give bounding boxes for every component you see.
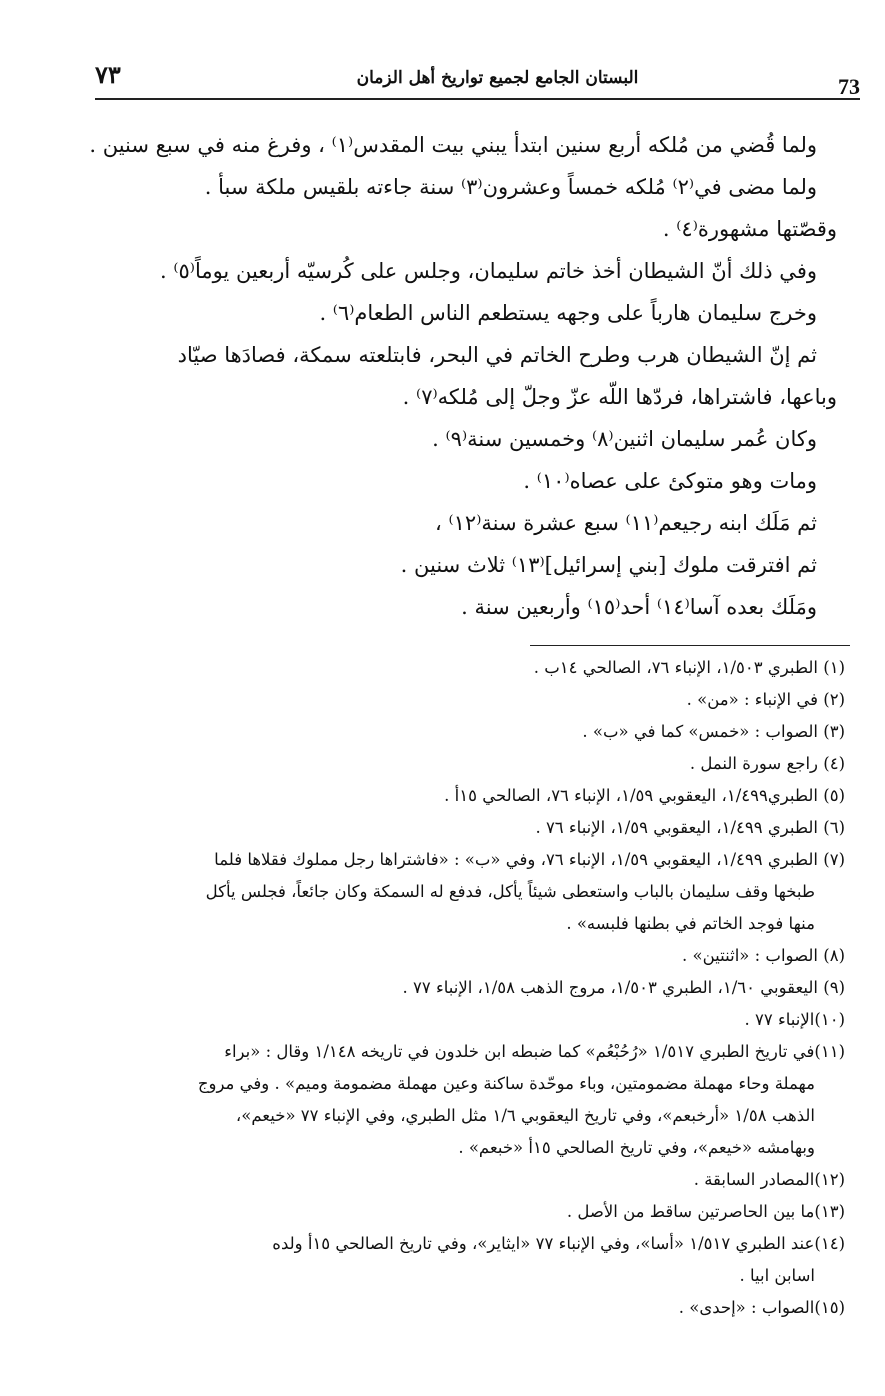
text-line: وباعها، فاشتراها، فردّها اللّه عزّ وجلّ إلى مُلكه⁽٧⁾ . — [402, 385, 837, 409]
footnote-line: (٣) الصواب : «خمس» كما في «ب» . — [582, 722, 845, 741]
footnotes — [68, 652, 845, 1324]
page-header — [95, 52, 860, 100]
text-line: ثم مَلَك ابنه رجيعم⁽١١⁾ سبع عشرة سنة⁽١٢⁾ ، — [435, 511, 817, 535]
page-number-arabic: ٧٣ — [95, 60, 121, 89]
text-line: وقصّتها مشهورة⁽٤⁾ . — [662, 217, 837, 241]
footnote-line: الذهب ١/٥٨ «أرخبعم»، وفي تاريخ اليعقوبي ١/٦ مثل الطبري، وفي الإنباء ٧٧ «خيعم»، — [235, 1106, 815, 1125]
page-number: 73 — [838, 74, 860, 99]
text-line: ثم افترقت ملوك [بني إسرائيل]⁽١٣⁾ ثلاث سنين . — [400, 553, 817, 577]
footnote-line: (٩) اليعقوبي ١/٦٠، الطبري ١/٥٠٣، مروج الذهب ١/٥٨، الإنباء ٧٧ . — [402, 978, 845, 997]
main-text — [89, 124, 837, 628]
footnote-divider — [530, 645, 850, 646]
footnote-line: (١٣)ما بين الحاصرتين ساقط من الأصل . — [566, 1202, 845, 1221]
text-line: ولما قُضي من مُلكه أربع سنين ابتدأ يبني بيت المقدس⁽١⁾ ، وفرغ منه في سبع سنين . — [89, 133, 817, 157]
footnote-line: (١٠)الإنباء ٧٧ . — [744, 1010, 845, 1029]
footnote-line: مهملة وحاء مهملة مضمومتين، وباء موحّدة ساكنة وعين مهملة مضمومة وميم» . وفي مروج — [197, 1074, 815, 1093]
footnote-line: (١١)في تاريخ الطبري ١/٥١٧ «رُحُبْعُم» كما ضبطه ابن خلدون في تاريخه ١/١٤٨ وقال : «براء — [224, 1042, 845, 1061]
text-line: وخرج سليمان هارباً على وجهه يستطعم الناس الطعام⁽٦⁾ . — [319, 301, 817, 325]
footnote-line: (٤) راجع سورة النمل . — [689, 754, 845, 773]
footnote-line: (٢) في الإنباء : «من» . — [686, 690, 845, 709]
footnote-line: (٧) الطبري ١/٤٩٩، اليعقوبي ١/٥٩، الإنباء ٧٦، وفي «ب» : «فاشتراها رجل مملوك فقلاها فلما — [214, 850, 845, 869]
text-line: ولما مضى في⁽٢⁾ مُلكه خمساً وعشرون⁽٣⁾ سنة جاءته بلقيس ملكة سبأ . — [204, 175, 817, 199]
text-line: وكان عُمر سليمان اثنين⁽٨⁾ وخمسين سنة⁽٩⁾ . — [432, 427, 817, 451]
footnote-line: طبخها وقف سليمان بالباب واستعطى شيئاً يأكل، فدفع له السمكة وكان جائعاً، فجلس يأكل — [205, 882, 815, 901]
footnote-line: (١٥)الصواب : «إحدى» . — [678, 1298, 845, 1317]
footnote-line: (٥) الطبري١/٤٩٩، اليعقوبي ١/٥٩، الإنباء ٧٦، الصالحي ١٥أ . — [444, 786, 845, 805]
text-line: وفي ذلك أنّ الشيطان أخذ خاتم سليمان، وجلس على كُرسيّه أربعين يوماً⁽٥⁾ . — [159, 259, 817, 283]
footnote-line: وبهامشه «خيعم»، وفي تاريخ الصالحي ١٥أ «خبعم» . — [458, 1138, 815, 1157]
text-line: ومَلَك بعده آسا⁽١٤⁾ أحد⁽١٥⁾ وأربعين سنة . — [461, 595, 817, 619]
footnote-line: (٦) الطبري ١/٤٩٩، اليعقوبي ١/٥٩، الإنباء ٧٦ . — [535, 818, 845, 837]
footnote-line: منها فوجد الخاتم في بطنها فلبسه» . — [566, 914, 815, 933]
footnote-line: (١) الطبري ١/٥٠٣، الإنباء ٧٦، الصالحي ١٤ب . — [533, 658, 845, 677]
footnote-line: اسابن ابيا . — [739, 1266, 815, 1285]
footnote-line: (١٤)عند الطبري ١/٥١٧ «أسا»، وفي الإنباء ٧٧ «ايثاير»، وفي تاريخ الصالحي ١٥أ ولده — [272, 1234, 845, 1253]
text-line: ومات وهو متوكئ على عصاه⁽١٠⁾ . — [523, 469, 817, 493]
footnote-line: (٨) الصواب : «اثنتين» . — [682, 946, 845, 965]
text-line: ثم إنّ الشيطان هرب وطرح الخاتم في البحر، فابتلعته سمكة، فصادَها صيّاد — [177, 343, 817, 367]
running-title: البستان الجامع لجميع تواريخ أهل الزمان — [356, 68, 639, 88]
footnote-line: (١٢)المصادر السابقة . — [693, 1170, 845, 1189]
